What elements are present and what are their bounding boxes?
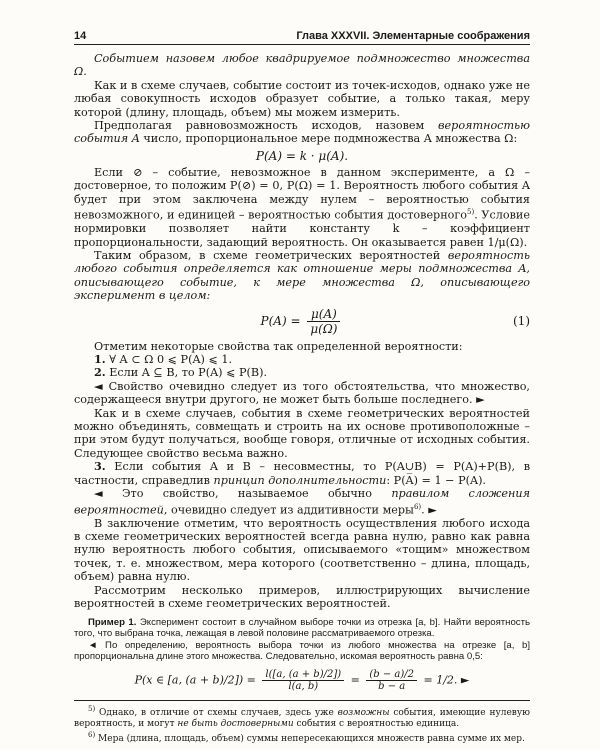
definition-event: Событием назовем любое квадрируемое подмножество множества Ω. [74,52,530,79]
chapter-title: Глава XXXVII. Элементарные соображения [296,30,530,42]
running-header [74,30,530,45]
paragraph-geometric-def: Таким образом, в схеме геометрических вероятностей вероятность любого события определяется как отношение меры подмножества A, описывающего событие, к мере множества Ω, описывающего эксперимент в целом: [74,249,530,303]
formula-1: P(A) = $\frac{\mu(A)}{\mu(\Omega)}$ (1) [260,306,530,336]
page-number: 14 [74,30,87,42]
property-1: 1. ∀ A ⊂ Ω 0 ⩽ P(A) ⩽ 1. [94,352,233,367]
paragraph-operations: Как и в схеме случаев, события в схеме геометрических вероятностей можно объединять, совмещать и строить на их основе противоположные – при этом будут получаться, вообще говоря, отличные от исходных события. Следующее свойство весьма важно. [74,406,530,460]
paragraph-properties-intro: Отметим некоторые свойства так определенной вероятности: [94,339,463,353]
footnote-ref-6[interactable]: 6) [413,502,422,511]
paragraph-examples-intro: Рассмотрим несколько примеров, иллюстрирующих вычисление вероятностей в схеме геометрических вероятностей. [74,583,530,611]
property-3: 3. Если события A и B – несовместны, то P(A∪B) = P(A)+P(B), в частности, справедлив принцип дополнительности: P(A̅) = 1 − P(A). [74,459,530,487]
formula-proportional: P(A) = k · μ(A). [255,148,349,163]
example-1: Пример 1. Эксперимент состоит в случайном выборе точки из отрезка [a, b]. Найти вероятность того, что выбрана точка, лежащая в левой половине рассматриваемого отрезка. [74,616,530,640]
paragraph-conclusion: В заключение отметим, что вероятность осуществления любого исхода в схеме геометрических вероятностей всегда равна нулю, равно как равна нулю вероятность любого события, описываемого «тощим» множеством точек, т. е. множеством, мера которого (соответственно – длина, площадь, объем) равна нулю. [74,516,530,584]
footnotes [74,700,530,745]
proof-property-3: ◄ Это свойство, называемое обычно правилом сложения вероятностей, очевидно следует из аддитивности меры$^{6)}$. ► [74,487,530,517]
example-1-solution: ◄ По определению, вероятность выбора точки из любого множества на отрезке [a, b] пропорциональна длине этого множества. Следовательно, искомая вероятность равна 0,5: [74,639,530,663]
paragraph-outcomes: Как и в схеме случаев, событие состоит из точек-исходов, однако уже не любая совокупность исходов образует событие, а только такая, меру которой (длину, площадь, объем) мы можем измерить. [74,78,530,119]
page [74,30,530,745]
paragraph-normalization: Если ⊘ – событие, невозможное в данном эксперименте, а Ω – достоверное, то положим P(⊘) = 0, P(Ω) = 1. Вероятность любого события A будет при этом заключена между нулем – вероятностью события невозможного, и единицей – вероятностью события достоверного$^{5)}$. Условие нормировки позволяет найти константу k – коэффициент пропорциональности, задающий вероятность. Он оказывается равен 1/μ(Ω). [74,165,530,249]
example-1-formula: P(x ∈ [a, (a + b)/2]) = $\frac{l([a, (a + b)/2])}{l(a, b)}$ = $\frac{(b - a)/2}{b - a}$ = 1/2. ► [134,668,470,692]
equation-number: (1) [513,314,530,329]
footnote-6: $^{6)}$ Мера (длина, площадь, объем) суммы непересекающихся множеств равна сумме их мер. [88,730,525,744]
proof-property-2: ◄ Свойство очевидно следует из того обстоятельства, что множество, содержащееся внутри другого, не может быть больше последнего. ► [74,379,530,407]
footnote-ref-5[interactable]: 5) [467,208,475,217]
footnote-5: $^{5)}$ Однако, в отличие от схемы случаев, здесь уже возможны события, имеющие нулевую вероятность, и могут не быть достоверными события с вероятностью единица. [74,704,530,729]
paragraph-probability-def: Предполагая равновозможность исходов, назовем вероятностью события A число, пропорциональное мере подмножества A множества Ω: [74,119,530,146]
property-2: 2. Если A ⊆ B, то P(A) ⩽ P(B). [94,365,268,380]
